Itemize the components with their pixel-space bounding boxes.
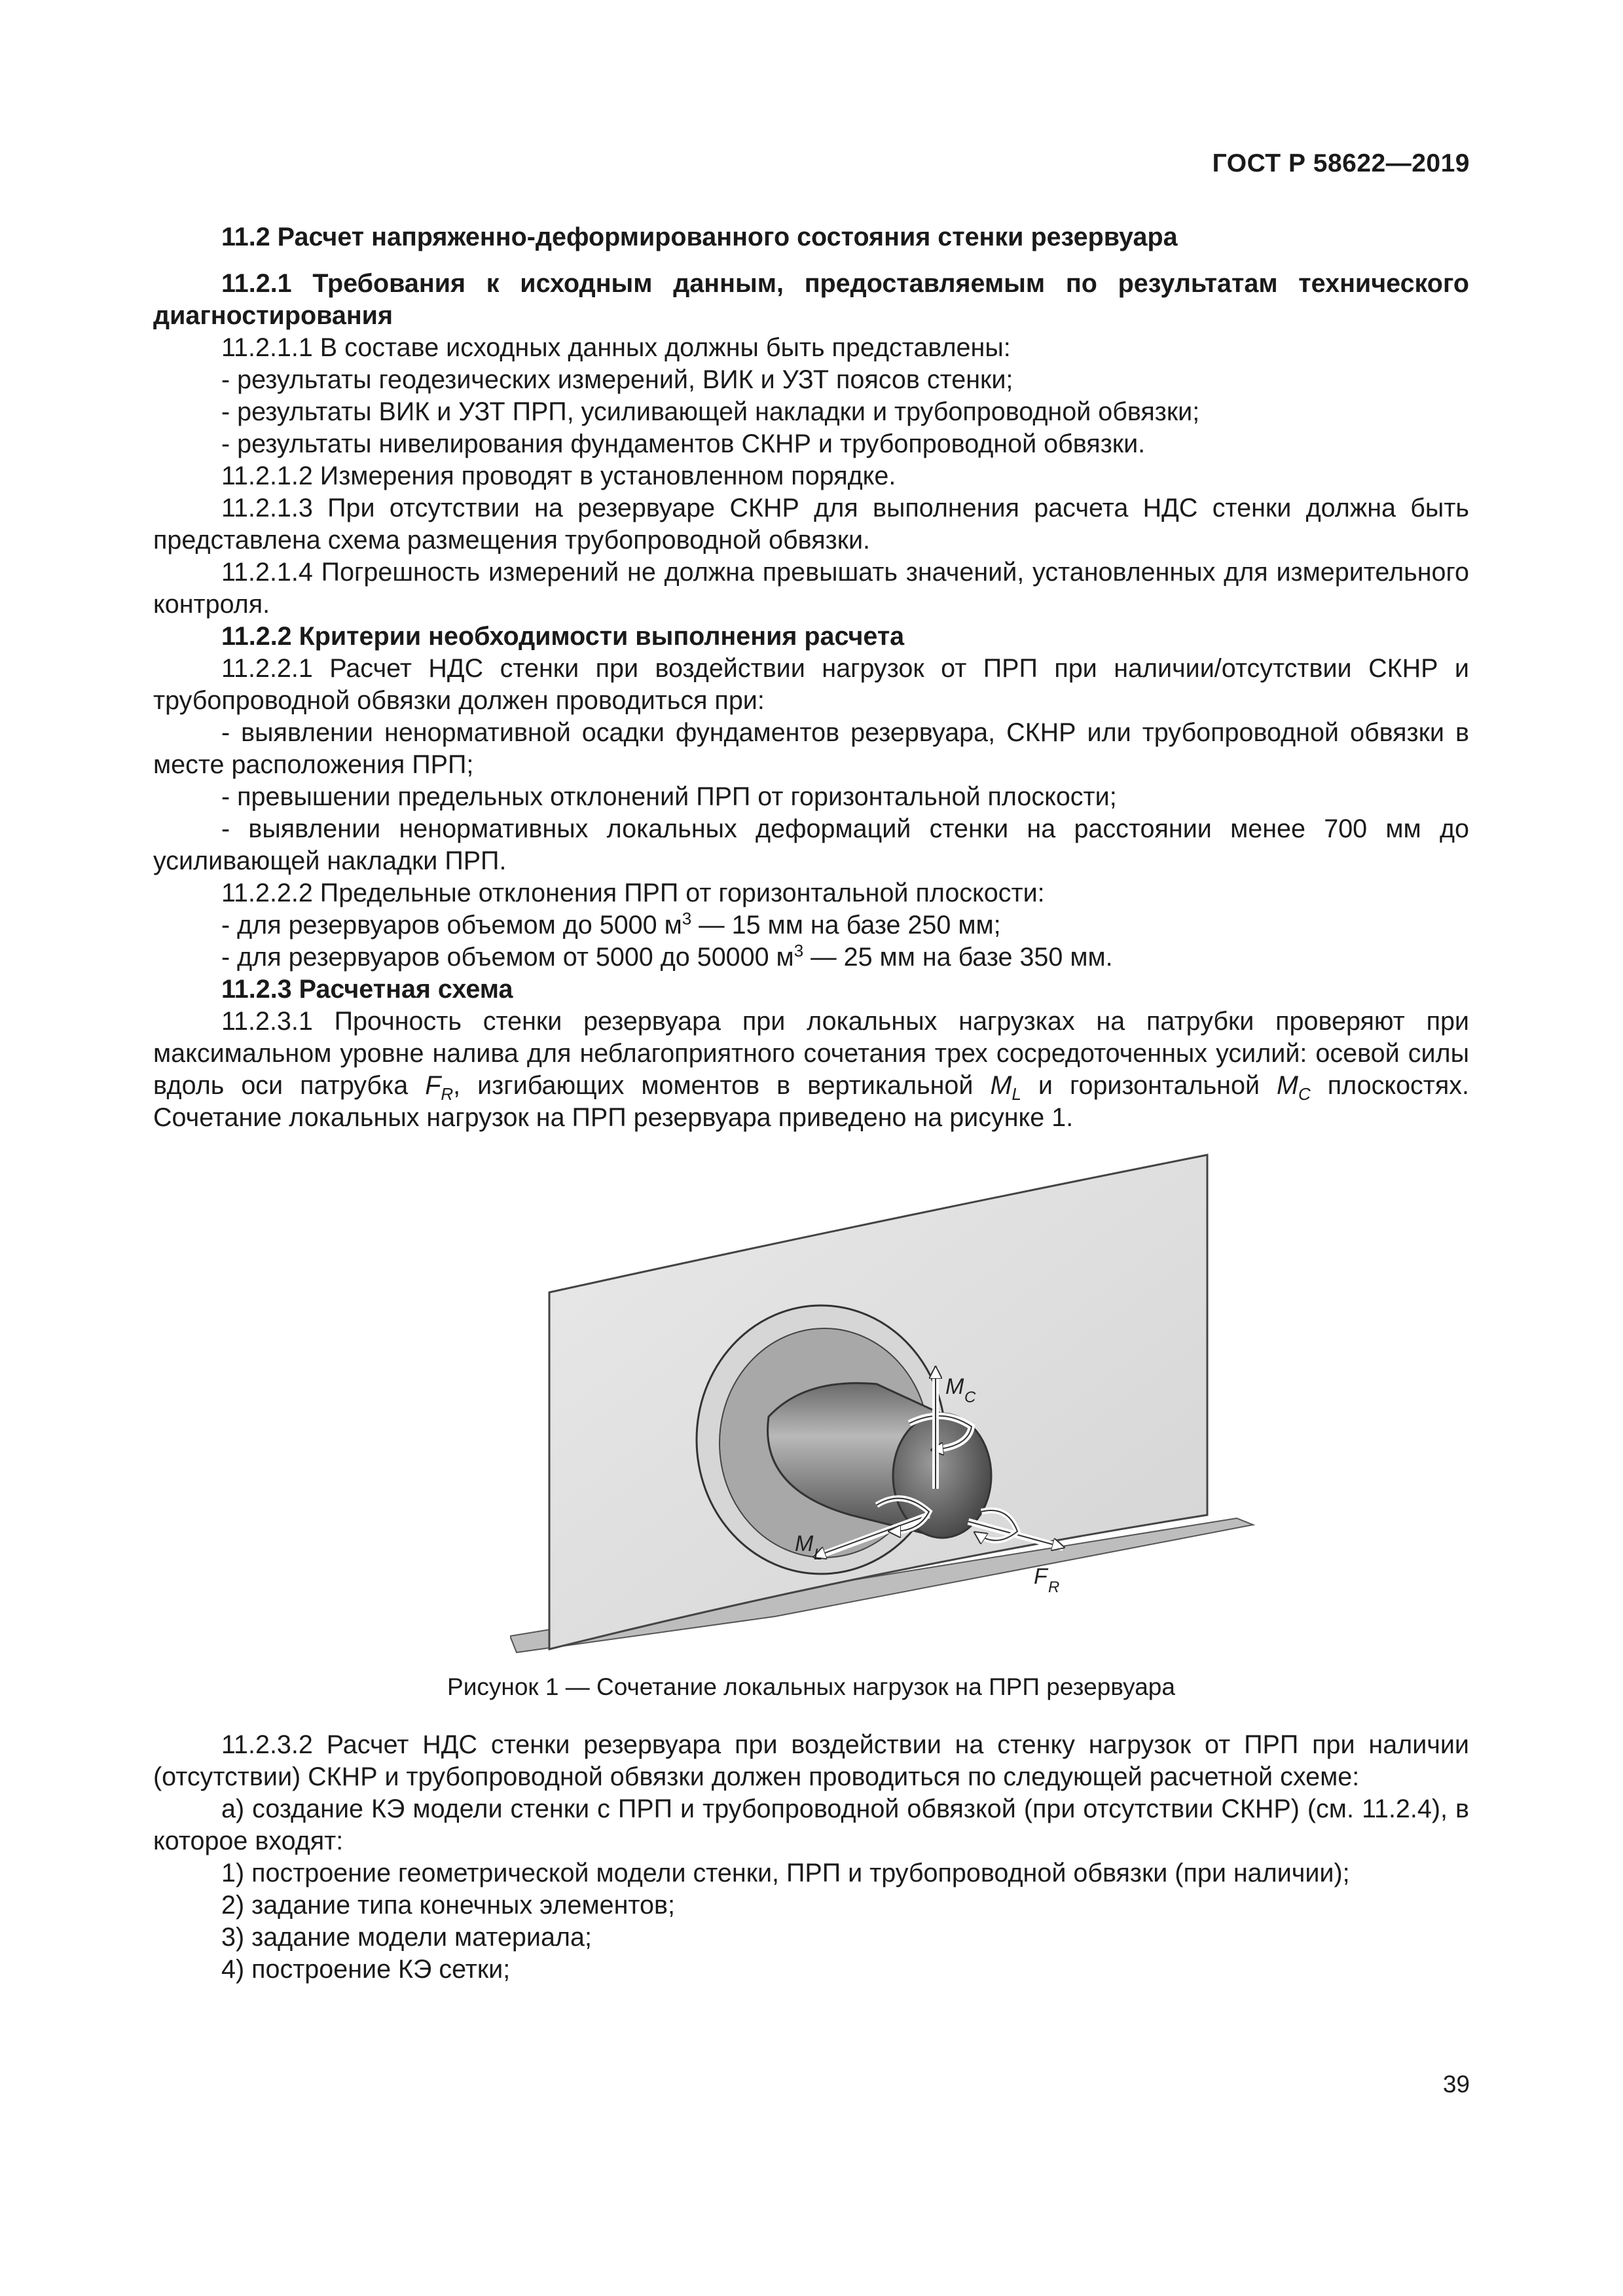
section-heading-11-2-1: 11.2.1 Требования к исходным данным, предоставляемым по результатам технического диагностирования (153, 269, 1469, 330)
paragraph-11-2-2-2: 11.2.2.2 Предельные отклонения ПРП от горизонтальной плоскости: (221, 879, 1045, 907)
section-heading-11-2: 11.2 Расчет напряженно-деформированного состояния стенки резервуара (221, 223, 1178, 251)
nozzle-end (893, 1413, 991, 1538)
list-item-exceeding: - превышении предельных отклонений ПРП от горизонтальной плоскости; (221, 782, 1117, 811)
list-item-deformation: - выявлении ненормативных локальных деформаций стенки на расстоянии менее 700 мм до усиливающей накладки ПРП. (153, 814, 1469, 875)
paragraph-11-2-1-4: 11.2.1.4 Погрешность измерений не должна превышать значений, установленных для измерительного контроля. (153, 558, 1469, 619)
paragraph-11-2-3-2: 11.2.3.2 Расчет НДС стенки резервуара при воздействии на стенку нагрузок от ПРП при наличии (отсутствии) СКНР и трубопроводной обвязки должен проводиться по следующей расчетной схеме: (153, 1730, 1469, 1791)
label-ml: M (795, 1531, 814, 1556)
section-heading-11-2-3: 11.2.3 Расчетная схема (221, 975, 513, 1004)
label-mc: M (945, 1374, 964, 1399)
list-item-5000: - для резервуаров объемом до 5000 $м^3$ — 15 мм на базе 250 мм; (221, 909, 1001, 939)
list-item-3: 3) задание модели материала; (221, 1923, 592, 1952)
list-item-2: 2) задание типа конечных элементов; (221, 1891, 675, 1920)
paragraph-11-2-3-1: 11.2.3.1 Прочность стенки резервуара при локальных нагрузках на патрубки проверяют при максимальном уровне налива для неблагоприятного сочетания трех сосредоточенных усилий: осевой силы вдоль оси патрубка $F_R$, изгибающих моментов в вертикальной $M_L$ и горизонтальной $M_C$ плоскостях. Сочетание локальных нагрузок на ПРП резервуара приведено на рисунке 1. (153, 1007, 1469, 1132)
document-code: ГОСТ Р 58622—2019 (1212, 149, 1470, 177)
list-item-1: 1) построение геометрической модели стенки, ПРП и трубопроводной обвязки (при наличии); (221, 1859, 1350, 1887)
label-fr-sub: R (1048, 1578, 1060, 1596)
nozzle-loads-illustration (510, 1148, 1269, 1666)
section-heading-11-2-2: 11.2.2 Критерии необходимости выполнения расчета (221, 622, 905, 651)
paragraph-11-2-1-1: 11.2.1.1 В составе исходных данных должны быть представлены: (221, 333, 1011, 362)
paragraph-11-2-2-1: 11.2.2.1 Расчет НДС стенки при воздействии нагрузок от ПРП при наличии/отсутствии СКНР и трубопроводной обвязки должен проводиться при: (153, 654, 1469, 715)
page-body (153, 221, 1469, 1986)
paragraph-11-2-1-2: 11.2.1.2 Измерения проводят в установленном порядке. (221, 462, 896, 490)
list-item-geodetic: - результаты геодезических измерений, ВИК и УЗТ поясов стенки; (221, 365, 1013, 394)
label-mc-sub: C (964, 1389, 976, 1406)
list-item-settlement: - выявлении ненормативной осадки фундаментов резервуара, СКНР или трубопроводной обвязки в месте расположения ПРП; (153, 718, 1469, 779)
page-number: 39 (1442, 2071, 1470, 2098)
figure-caption: Рисунок 1 — Сочетание локальных нагрузок на ПРП резервуара (447, 1673, 1175, 1700)
figure-1 (153, 1148, 1469, 1666)
paragraph-11-2-1-3: 11.2.1.3 При отсутствии на резервуаре СКНР для выполнения расчета НДС стенки должна быть представлена схема размещения трубопроводной обвязки. (153, 494, 1469, 555)
label-ml-sub: L (814, 1546, 823, 1563)
list-item-50000: - для резервуаров объемом от 5000 до 50000 $м^3$ — 25 мм на базе 350 мм. (221, 941, 1113, 972)
list-item-leveling: - результаты нивелирования фундаментов СКНР и трубопроводной обвязки. (221, 429, 1146, 458)
list-item-a: а) создание КЭ модели стенки с ПРП и трубопроводной обвязкой (при отсутствии СКНР) (см. 11.2.4), в которое входят: (153, 1795, 1469, 1855)
list-item-vik: - результаты ВИК и УЗТ ПРП, усиливающей накладки и трубопроводной обвязки; (221, 397, 1200, 426)
list-item-4: 4) построение КЭ сетки; (221, 1955, 511, 1984)
label-fr: F (1034, 1564, 1048, 1589)
